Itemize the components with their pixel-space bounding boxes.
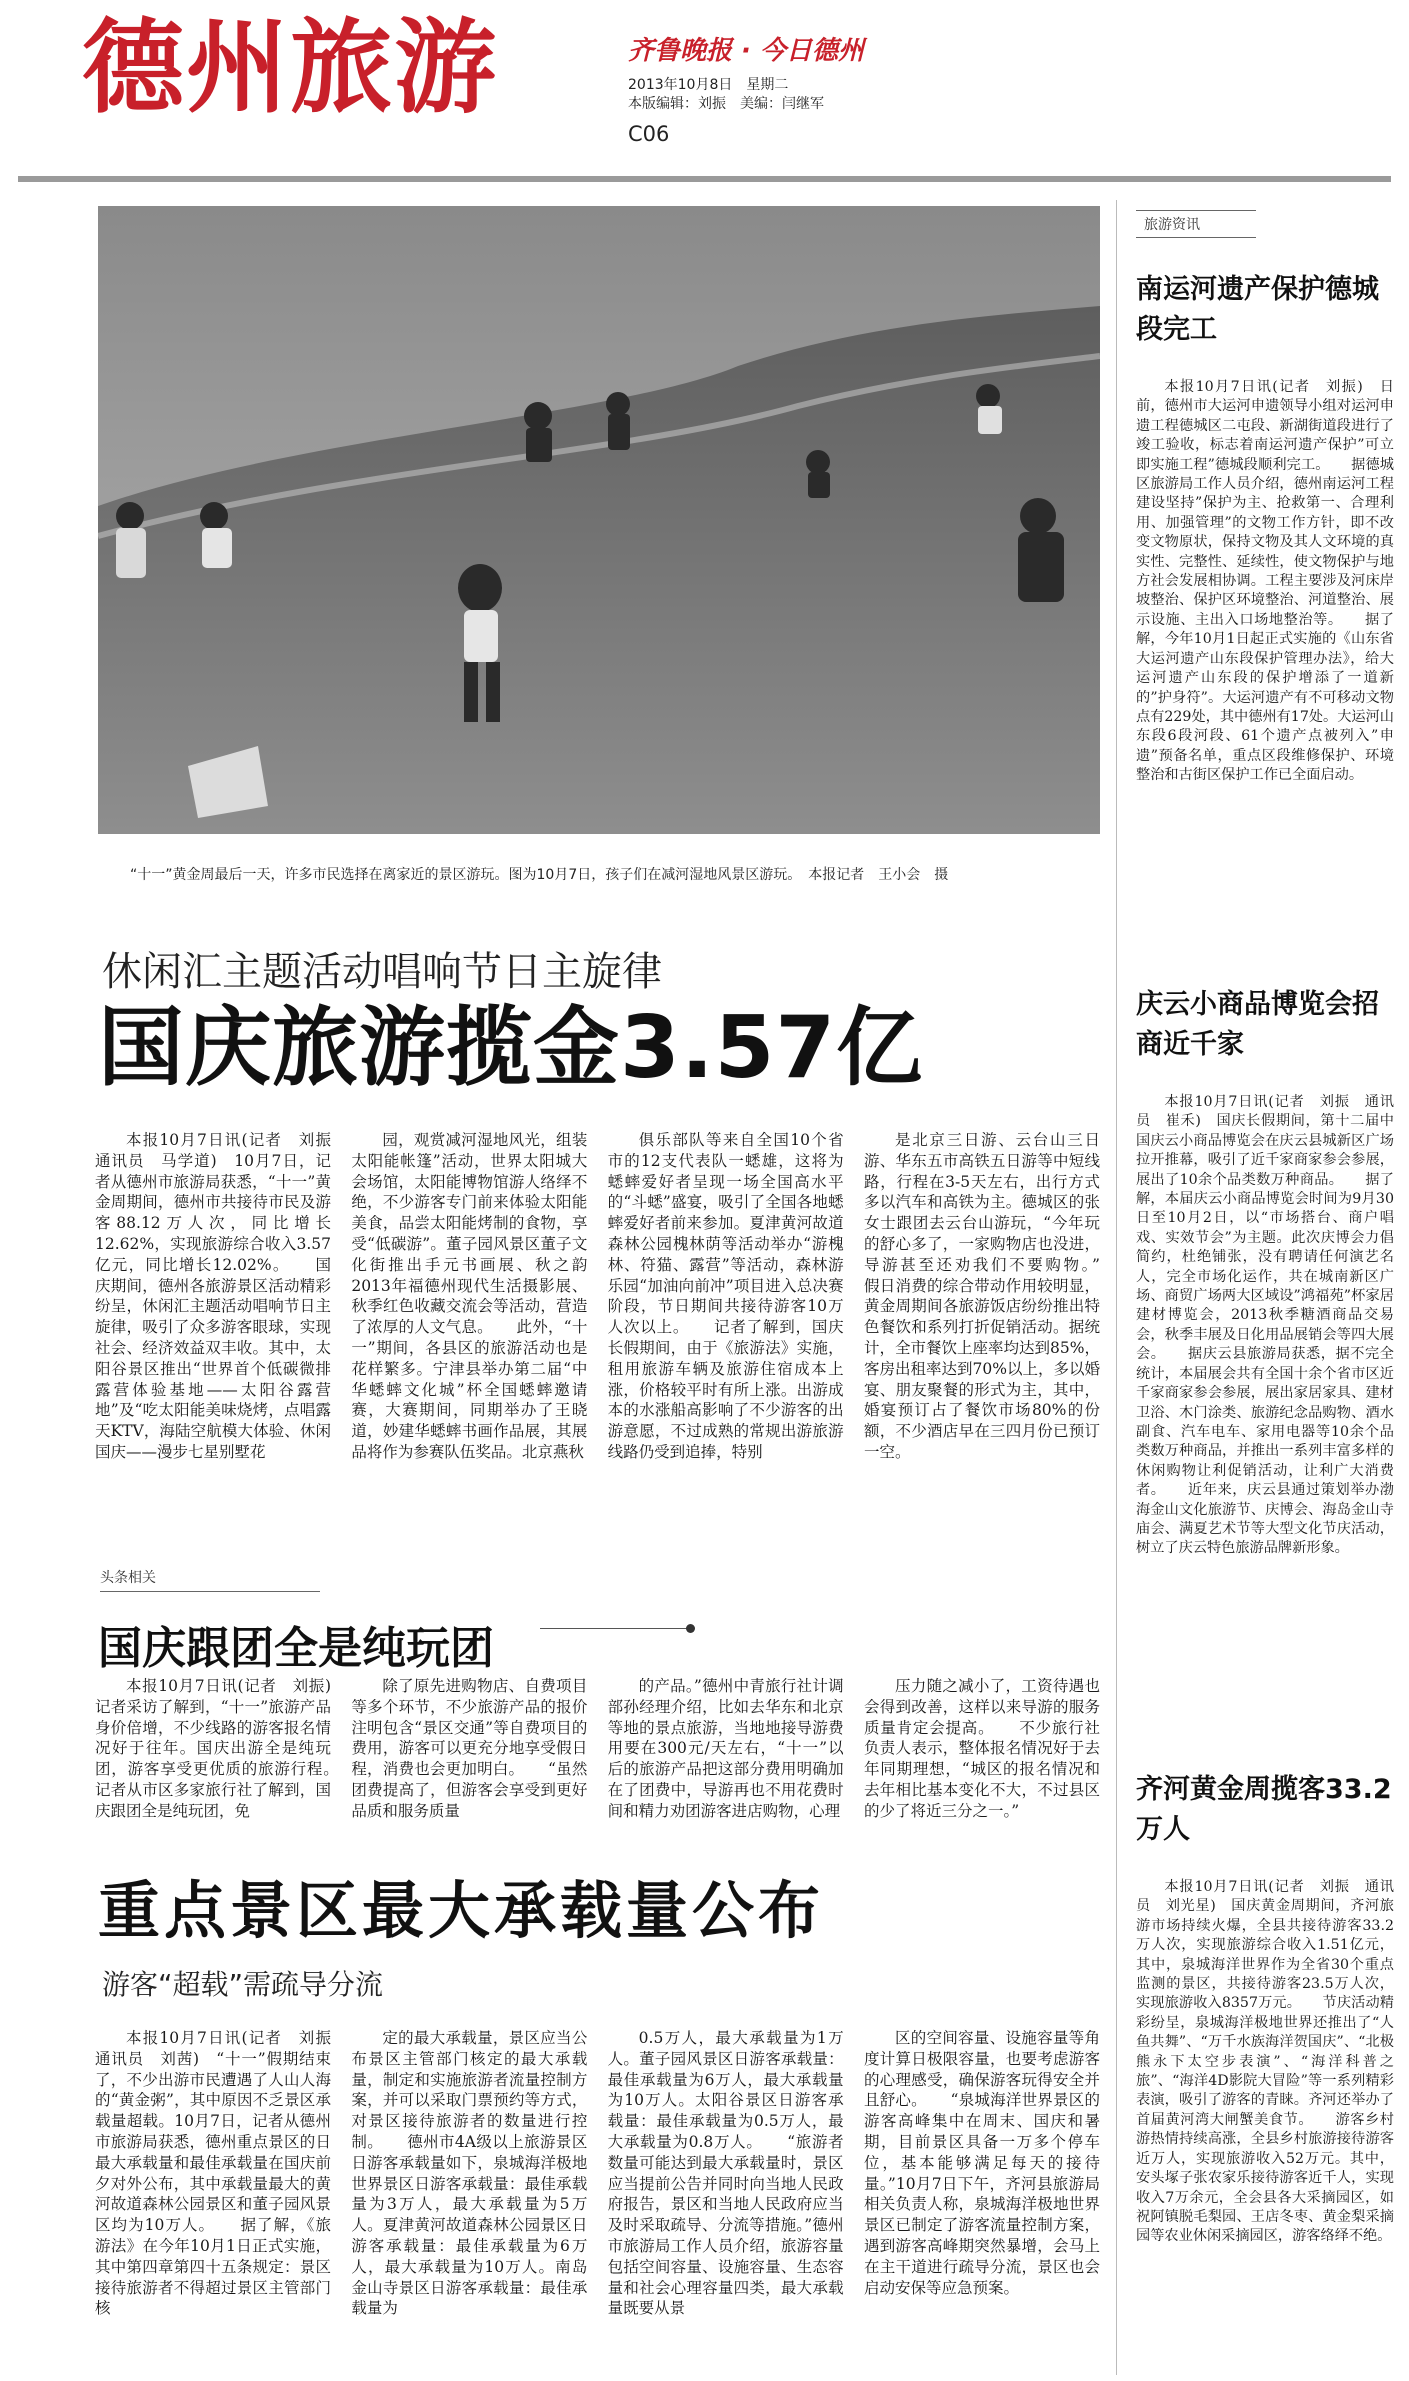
lead-column-1: 本报10月7日讯(记者 刘振 通讯员 马学道) 10月7日，记者从德州市旅游局获悉，“十一”黄金周期间，德州市共接待市民及游客88.12万人次，同比增长12.62%，实现旅游综合收入3.57亿元，同比增长12.02%。 国庆期间，德州各旅游景区活动精彩纷呈，休闲汇主题活动唱响节日主旋律，吸引了众多游客眼球，实现社会、经济效益双丰收。其中，太阳谷景区推出“世界首个低碳微排露营体验基地——太阳谷露营地”及“吃太阳能美味烧烤，点唱露天KTV，海陆空航模大体验、休闲国庆——漫步七星别墅花 — [95, 1131, 331, 1461]
second-column-3: 的产品。”德州中青旅行社计调部孙经理介绍，比如去华东和北京等地的景点旅游，当地地接导游费用要在300元/天左右，“十一”以后的旅游产品把这部分费用明确加在了团费中，导游再也不用花费时间和精力劝团游客进店购物，心理 — [607, 1677, 844, 1820]
editors-line: 本版编辑：刘振 美编：闫继军 — [628, 96, 824, 112]
sidebar-section-tag: 旅游资讯 — [1136, 210, 1256, 238]
masthead-rule — [18, 176, 1391, 182]
lead-column-3: 俱乐部队等来自全国10个省市的12支代表队一蟋雄，这将为蟋蟀爱好者呈现一场全国高水平的“斗蟋”盛宴，吸引了全国各地蟋蟀爱好者前来参加。夏津黄河故道森林公园槐林荫等活动举办“游槐林、符猫、露营”等活动，森林游乐园“加油向前冲”项目进入总决赛阶段，节日期间共接待游客10万人次以上。 记者了解到，国庆长假期间，由于《旅游法》实施，租用旅游车辆及旅游住宿成本上涨，价格较平时有所上涨。出游成本的水涨船高影响了不少游客的出游意愿，不过成熟的常规出游旅游线路仍受到追捧，特别 — [607, 1131, 844, 1461]
column-divider — [1116, 200, 1117, 2375]
beach-photo-illustration — [98, 206, 1100, 834]
lead-article — [95, 1130, 1100, 1550]
headline-connector-dot — [686, 1624, 695, 1633]
edition-meta — [628, 76, 824, 114]
third-article — [95, 2028, 1100, 2373]
third-column-3: 0.5万人，最大承载量为1万人。董子园风景区日游客承载量：最佳承载量为6万人，最大承载量为10万人。太阳谷景区日游客承载量：最佳承载量为0.5万人，最大承载量为0.8万人。 “旅游者数量可能达到最大承载量时，景区应当提前公告并同时向当地人民政府报告，景区和当地人民政府应当及时采取疏导、分流等措施。”德州市旅游局工作人员介绍，旅游容量包括空间容量、设施容量、生态容量和社会心理容量四类，最大承载量既要从景 — [607, 2029, 844, 2318]
headline-connector-line — [540, 1628, 690, 1629]
masthead-title: 德州旅游 — [82, 9, 498, 128]
lead-column-4: 是北京三日游、云台山三日游、华东五市高铁五日游等中短线路，行程在3-5天左右，出行方式多以汽车和高铁为主。德城区的张女士跟团去云台山游玩，“今年玩的舒心多了，一家购物店也没进，导游甚至还劝我们不要购物。” 假日消费的综合带动作用较明显，黄金周期间各旅游饭店纷纷推出特色餐饮和系列打折促销活动。据统计，全市餐饮上座率均达到85%，客房出租率达到70%以上，多以婚宴、朋友聚餐的形式为主，其中，婚宴预订占了餐饮市场80%的份额，不少酒店早在三四月份已预订一空。 — [863, 1131, 1100, 1461]
sidebar-story-3-body: 本报10月7日讯(记者 刘振 通讯员 刘光星) 国庆黄金周期间，齐河旅游市场持续火爆，全县共接待游客33.2万人次，实现旅游综合收入1.51亿元，其中，泉城海洋世界作为全省30个重点监测的景区，共接待游客23.5万人次，实现旅游收入8357万元。 节庆活动精彩纷呈，泉城海洋极地世界还推出了“人鱼共舞”、“万千水族海洋贺国庆”、“北极熊永下太空步表演”、“海洋科普之旅”、“海洋4D影院大冒险”等一系列精彩表演，吸引了游客的青睐。齐河还举办了首届黄河湾大闸蟹美食节。 游客乡村游热情持续高涨，全县乡村旅游接待游客近万人，实现旅游收入52万元。其中，安头塚子张农家乐接待游客近千人，实现收入7万余元，全会县各大采摘园区，如祝阿镇脱毛梨园、王店冬枣、黄金梨采摘园等农业休闲采摘园区，游客络绎不绝。 — [1136, 1879, 1394, 2245]
third-column-2: 定的最大承载量，景区应当公布景区主管部门核定的最大承载量，制定和实施旅游者流量控制方案，并可以采取门票预约等方式，对景区接待旅游者的数量进行控制。 德州市4A级以上旅游景区日游客承载量如下，泉城海洋极地世界景区日游客承载量：最佳承载量为3万人，最大承载量为5万人。夏津黄河故道森林公园景区日游客承载量：最佳承载量为6万人，最大承载量为10万人。南岛金山寺景区日游客承载量：最佳承载量为 — [351, 2029, 588, 2318]
issue-date: 2013年10月8日 星期二 — [628, 77, 789, 93]
second-column-1: 本报10月7日讯(记者 刘振) 记者采访了解到，“十一”旅游产品身价倍增，不少线路的游客报名情况好于往年。国庆出游全是纯玩团，游客享受更优质的旅游行程。 记者从市区多家旅行社了解到，国庆跟团全是纯玩团，免 — [95, 1677, 331, 1820]
newspaper-brand: 齐鲁晚报 · 今日德州 — [628, 36, 864, 66]
third-column-1: 本报10月7日讯(记者 刘振 通讯员 刘茜) “十一”假期结束了，不少出游市民遭遇了人山人海的“黄金粥”，其中原因不乏景区承载量超载。10月7日，记者从德州市旅游局获悉，德州重点景区的日最大承载量和最佳承载量在国庆前夕对外公布，其中承载量最大的黄河故道森林公园景区和董子园风景区均为10万人。 据了解，《旅游法》在今年10月1日正式实施，其中第四章第四十五条规定：景区接待旅游者不得超过景区主管部门核 — [95, 2029, 331, 2318]
second-article — [95, 1676, 1100, 1846]
photo-caption: “十一”黄金周最后一天，许多市民选择在离家近的景区游玩。图为10月7日，孩子们在减河湿地风景区游玩。 本报记者 王小会 摄 — [130, 867, 949, 883]
sidebar-story-1-body: 本报10月7日讯(记者 刘振) 日前，德州市大运河申遗领导小组对运河申遗工程德城区二屯段、新湖街道段进行了竣工验收，标志着南运河遗产保护”可立即实施工程”德城段顺利完工。 据德城区旅游局工作人员介绍，德州南运河工程建设坚持”保护为主、抢救第一、合理利用、加强管理”的文物工作方针，即不改变文物原状，保持文物及其人文环境的真实性、完整性、延续性，使文物保护与地方社会发展相协调。工程主要涉及河床岸坡整治、保护区环境整治、河道整治、展示设施、主出入口场地整治等。 据了解，今年10月1日起正式实施的《山东省大运河遗产山东段保护管理办法》，给大运河遗产山东段的保护增添了一道新的”护身符”。大运河遗产有不可移动文物点有229处，其中德州有17处。大运河山东段6段河段、61个遗产点被列入”申遗”预备名单，重点区段维修保护、环境整治和古街区保护工作已全面启动。 — [1136, 379, 1394, 784]
sidebar-story-3-title: 齐河黄金周揽客33.2万人 — [1136, 1774, 1392, 1845]
related-section-tag: 头条相关 — [100, 1567, 320, 1592]
second-headline: 国庆跟团全是纯玩团 — [98, 1623, 494, 1674]
lead-column-2: 园，观赏减河湿地风光，组装太阳能帐篷”活动，世界太阳城大会场馆，太阳能博物馆游人络绎不绝，不少游客专门前来体验太阳能美食，品尝太阳能烤制的食物，享受“低碳游”。董子园风景区董子文化街推出手元书画展、秋之韵2013年福德州现代生活摄影展、秋季红色收藏交流会等活动，营造了浓厚的人文气息。 此外，“十一”期间，各县区的旅游活动也是花样繁多。宁津县举办第二届“中华蟋蟀文化城”杯全国蟋蟀邀请赛，大赛期间，同期举办了王晓道，妙建华蟋蟀书画作品展，其展品将作为参赛队伍奖品。北京燕秋 — [351, 1131, 588, 1461]
sidebar-story-1-title: 南运河遗产保护德城段完工 — [1136, 274, 1379, 345]
news-sidebar — [1136, 210, 1394, 2245]
sidebar-story-3 — [1136, 1770, 1394, 2370]
second-column-4: 压力随之减小了，工资待遇也会得到改善，这样以来导游的服务质量肯定会提高。 不少旅行社负责人表示，整体报名情况好于去年同期理想，“城区的报名情况和去年相比基本变化不大，不过县区的少了将近三分之一。” — [863, 1677, 1100, 1820]
second-column-2: 除了原先进购物店、自费项目等多个环节，不少旅游产品的报价注明包含“景区交通”等自费项目的费用，游客可以更充分地享受假日程，消费也会更加明白。 “虽然团费提高了，但游客会享受到更好品质和服务质量 — [351, 1677, 588, 1820]
sidebar-story-2-body: 本报10月7日讯(记者 刘振 通讯员 崔禾) 国庆长假期间，第十二届中国庆云小商品博览会在庆云县城新区广场拉开推幕，吸引了近千家商家参会参展，展出了10余个品类数万种商品。 据了解，本届庆云小商品博览会时间为9月30日至10月2日，以“市场搭台、商户唱戏、实效节会”为主题。此次庆博会力倡简约，杜绝铺张，没有聘请任何演艺名人，完全市场化运作，共在城南新区广场、商贸广场两大区域设”鸿福苑”杯家居建材博览会，2013秋季糖酒商品交易会，秋季丰展及日化用品展销会等四大展会。 据庆云县旅游局获悉，据不完全统计，本届展会共有全国十余个省市区近千家商家参会参展，展出家居家具、建材卫浴、木门涂类、旅游纪念品购物、酒水副食、汽车电车、家用电器等10余个品类数万种商品，并推出一系列丰富多样的休闲购物让利促销活动，让利广大消费者。 近年来，庆云县通过策划举办渤海金山文化旅游节、庆博会、海岛金山寺庙会、满夏艺术节等大型文化节庆活动，树立了庆云特色旅游品牌新形象。 — [1136, 1094, 1394, 1557]
third-headline: 重点景区最大承载量公布 — [98, 1874, 825, 1947]
main-photo — [98, 206, 1100, 834]
sidebar-story-2-title: 庆云小商品博览会招商近千家 — [1136, 989, 1379, 1060]
third-column-4: 区的空间容量、设施容量等角度计算日极限容量，也要考虑游客的心理感受，确保游客玩得安全并且舒心。 “泉城海洋世界景区的游客高峰集中在周末、国庆和暑期，目前景区具备一万多个停车位，基本能够满足每天的接待量。”10月7日下午，齐河县旅游局相关负责人称，泉城海洋极地世界景区已制定了游客流量控制方案，遇到游客高峰期突然暴增，会马上在主干道进行疏导分流，景区也会启动安保等应急预案。 — [863, 2029, 1100, 2297]
lead-headline: 国庆旅游揽金3.57亿 — [98, 998, 924, 1098]
lead-kicker: 休闲汇主题活动唱响节日主旋律 — [102, 949, 662, 995]
sidebar-story-1 — [1136, 270, 1394, 1030]
page-code: C06 — [628, 122, 670, 146]
third-subhead: 游客“超载”需疏导分流 — [102, 1968, 384, 2001]
